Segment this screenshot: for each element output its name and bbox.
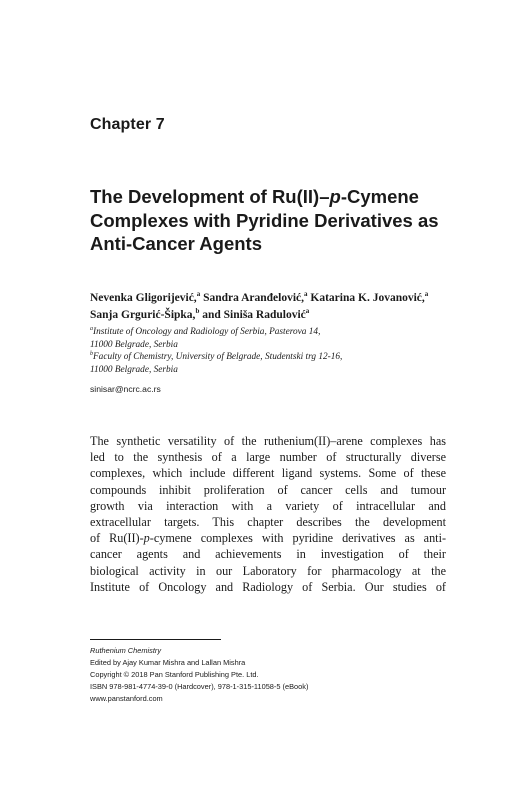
abstract-line: compounds inhibit proliferation of cancer cells and tumour — [90, 482, 446, 497]
affiliation-a-line-1: $^a$Institute of Oncology and Radiology of Serbia, Pasterova 14, — [90, 325, 321, 337]
author-affiliation-mark: a — [196, 290, 201, 299]
chapter-title-line-1: The Development of Ru(II)–p-Cymene — [90, 186, 419, 207]
footnote-divider — [90, 639, 221, 640]
author-affiliation-mark: a — [305, 307, 310, 316]
copyright-notice: Copyright © 2018 Pan Stanford Publishing Pte. Ltd. — [90, 669, 259, 679]
abstract-line: biological activity in our Laboratory for pharmacology at the — [90, 563, 446, 578]
contact-email[interactable]: sinisar@ncrc.ac.rs — [90, 384, 161, 394]
author-name: and Siniša Radulović — [199, 309, 306, 321]
abstract-paragraph — [90, 433, 446, 595]
abstract-line: Institute of Oncology and Radiology of Serbia. Our studies of — [90, 579, 446, 594]
abstract-line: growth via interaction with a variety of intracellular and — [90, 498, 446, 513]
chapter-title-line-3: Anti-Cancer Agents — [90, 233, 263, 254]
book-title: Ruthenium Chemistry — [90, 646, 162, 655]
author-line-1 — [90, 290, 460, 307]
chapter-title-line-2: Complexes with Pyridine Derivatives as — [90, 209, 439, 231]
affiliation-a-line-2: 11000 Belgrade, Serbia — [90, 339, 178, 350]
author-affiliation-mark: a — [304, 290, 308, 299]
author-affiliation-mark: b — [195, 307, 200, 316]
publication-footer — [90, 645, 450, 705]
affiliation-b-line-2: 11000 Belgrade, Serbia — [90, 364, 178, 375]
abstract-line: The synthetic versatility of the ruthenium(II)–arene complexes has — [90, 434, 446, 448]
author-name: Nevenka Gligorijević, — [90, 292, 197, 304]
chapter-title — [90, 185, 490, 256]
author-line-2 — [90, 307, 460, 324]
abstract-line: cancer agents and achievements in investigation of their — [90, 547, 446, 562]
abstract-line: of Ru(II)-p-cymene complexes with pyridine derivatives as anti- — [90, 531, 447, 546]
author-list — [90, 290, 460, 324]
author-name: Sanja Grgurić-Šipka, — [90, 309, 196, 321]
publisher-website[interactable]: www.panstanford.com — [90, 693, 163, 703]
chapter-label: Chapter 7 — [90, 116, 165, 133]
isbn: ISBN 978-981-4774-39-0 (Hardcover), 978-1-315-11058-5 (eBook) — [90, 681, 309, 691]
affiliation-list — [90, 326, 460, 376]
author-affiliation-mark: a — [424, 290, 429, 299]
abstract-line: extracellular targets. This chapter describes the development — [90, 514, 446, 529]
book-editors: Edited by Ajay Kumar Mishra and Lallan Mishra — [90, 657, 246, 667]
abstract-line: complexes, which include different ligand systems. Some of these — [90, 466, 446, 481]
author-name: Sandra Aranđelović, — [200, 292, 305, 304]
affiliation-b-line-1: $^b$Faculty of Chemistry, University of Belgrade, Studentski trg 12-16, — [90, 351, 343, 363]
author-name: Katarina K. Jovanović, — [307, 292, 425, 304]
abstract-line: led to the synthesis of a large number of structurally diverse — [90, 450, 446, 465]
